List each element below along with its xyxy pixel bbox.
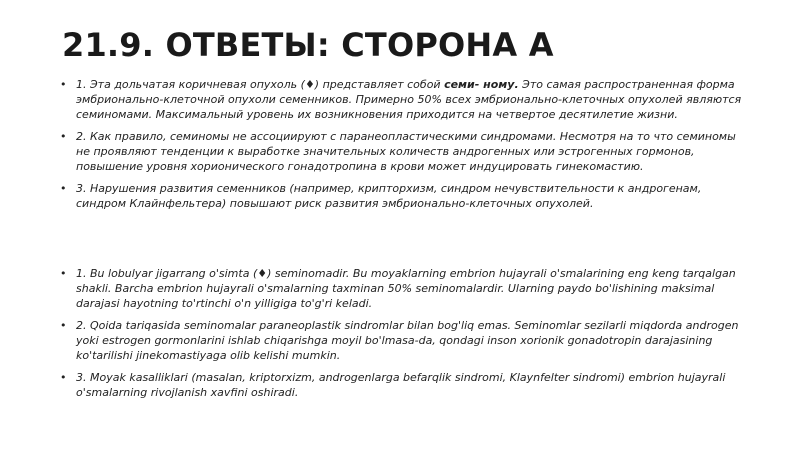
russian-answer-list	[60, 77, 750, 218]
list-item: • 1. Bu lobulyar jigarrang o'simta (♦) seminomadir. Bu moyaklarning embrion hujayrali o'smalarining eng keng tarqalgan shakli. Barcha embrion hujayrali o'smalarning taxminan 50% seminomalardir. Ularning paydo bo'lishining maksimal darajasi hayotning to'rtinchi o'n yilligiga to'g'ri keladi.	[60, 266, 750, 311]
list-item	[60, 129, 750, 174]
item-bold-term: семи- ному.	[444, 78, 519, 91]
list-item: • 3. Moyak kasalliklari (masalan, kriptorxizm, androgenlarga befarqlik sindromi, Klaynfelter sindromi) embrion hujayrali o'smalarning rivojlanish xavfini oshiradi.	[60, 370, 750, 400]
item-text: 2. Как правило, семиномы не ассоциируют с паранеопластическими синдромами. Несмотря на то что семиномы не проявляют тенденции к выработке значительных количеств андрогенных или эстрогенных гормонов, повышение уровня хорионического гонадотропина в крови может индуцировать гинекомастию.	[76, 130, 736, 173]
list-item: • 2. Qoida tariqasida seminomalar paraneoplastik sindromlar bilan bog'liq emas. Seminomlar sezilarli miqdorda androgen yoki estrogen gormonlarini ishlab chiqarishga moyil bo'lmasa-da, qondagi inson xorionik gonadotropin darajasining ko'tarilishi jinekomastiyaga olib kelishi mumkin.	[60, 318, 750, 363]
item-text: 1. Эта дольчатая коричневая опухоль (♦) представляет собой	[76, 78, 445, 91]
list-item	[60, 77, 750, 122]
list-item	[60, 181, 750, 211]
item-text-continued: Это самая распространенная форма эмбрионально-клеточной опухоли семенников. Примерно 50% всех эмбрионально-клеточных опухолей являются семиномами. Максимальный уровень их возникновения приходится на четвертое десятилетие жизни.	[76, 78, 742, 121]
uzbek-answer-list	[60, 266, 750, 407]
item-text: 3. Нарушения развития семенников (например, крипторхизм, синдром нечувствительности к андрогенам, синдром Клайнфельтера) повышают риск развития эмбрионально-клеточных опухолей.	[76, 182, 702, 210]
page-title: 21.9. ОТВЕТЫ: СТОРОНА А	[62, 26, 554, 64]
